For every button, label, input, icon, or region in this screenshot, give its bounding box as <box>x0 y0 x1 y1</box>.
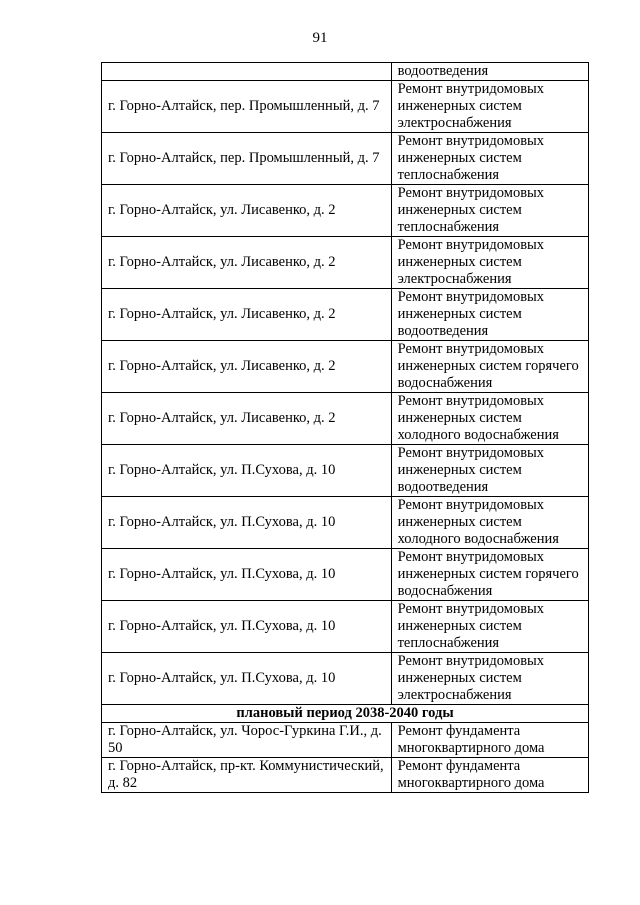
table-row <box>102 237 589 289</box>
address-cell: г. Горно-Алтайск, ул. П.Сухова, д. 10 <box>102 549 392 601</box>
table-row <box>102 185 589 237</box>
address-cell: г. Горно-Алтайск, ул. Лисавенко, д. 2 <box>102 185 392 237</box>
work-type-cell: Ремонт внутридомовых инженерных систем электроснабжения <box>391 81 588 133</box>
work-type-cell: Ремонт внутридомовых инженерных систем электроснабжения <box>391 237 588 289</box>
address-cell: г. Горно-Алтайск, ул. Лисавенко, д. 2 <box>102 237 392 289</box>
address-cell: г. Горно-Алтайск, ул. Лисавенко, д. 2 <box>102 393 392 445</box>
table-row <box>102 758 589 793</box>
table-row <box>102 63 589 81</box>
address-cell: г. Горно-Алтайск, ул. Лисавенко, д. 2 <box>102 289 392 341</box>
work-type-cell: Ремонт внутридомовых инженерных систем водоотведения <box>391 289 588 341</box>
address-cell: г. Горно-Алтайск, ул. П.Сухова, д. 10 <box>102 601 392 653</box>
table-row <box>102 341 589 393</box>
work-type-cell: Ремонт внутридомовых инженерных систем горячего водоснабжения <box>391 549 588 601</box>
repair-register-table <box>101 62 589 793</box>
address-cell: г. Горно-Алтайск, ул. П.Сухова, д. 10 <box>102 497 392 549</box>
address-cell: г. Горно-Алтайск, ул. Лисавенко, д. 2 <box>102 341 392 393</box>
address-cell: г. Горно-Алтайск, ул. П.Сухова, д. 10 <box>102 445 392 497</box>
work-type-cell: Ремонт внутридомовых инженерных систем холодного водоснабжения <box>391 497 588 549</box>
section-heading-row <box>102 705 589 723</box>
address-cell: г. Горно-Алтайск, пер. Промышленный, д. 7 <box>102 81 392 133</box>
work-type-cell: Ремонт внутридомовых инженерных систем горячего водоснабжения <box>391 341 588 393</box>
work-type-cell: Ремонт внутридомовых инженерных систем электроснабжения <box>391 653 588 705</box>
table-row <box>102 289 589 341</box>
work-type-cell: Ремонт фундамента многоквартирного дома <box>391 758 588 793</box>
work-type-cell: Ремонт внутридомовых инженерных систем теплоснабжения <box>391 133 588 185</box>
table-row <box>102 497 589 549</box>
work-type-cell: Ремонт внутридомовых инженерных систем холодного водоснабжения <box>391 393 588 445</box>
table-row <box>102 723 589 758</box>
table-row <box>102 81 589 133</box>
table-row <box>102 653 589 705</box>
work-type-cell: Ремонт фундамента многоквартирного дома <box>391 723 588 758</box>
address-cell: г. Горно-Алтайск, пер. Промышленный, д. 7 <box>102 133 392 185</box>
table-row <box>102 445 589 497</box>
section-heading: плановый период 2038-2040 годы <box>102 705 589 723</box>
table-row <box>102 601 589 653</box>
table-row <box>102 133 589 185</box>
address-cell <box>102 63 392 81</box>
table-row <box>102 549 589 601</box>
page-number: 91 <box>312 30 328 46</box>
address-cell: г. Горно-Алтайск, пр-кт. Коммунистический, д. 82 <box>102 758 392 793</box>
work-type-cell: Ремонт внутридомовых инженерных систем теплоснабжения <box>391 601 588 653</box>
address-cell: г. Горно-Алтайск, ул. Чорос-Гуркина Г.И., д. 50 <box>102 723 392 758</box>
table-row <box>102 393 589 445</box>
work-type-cell: водоотведения <box>391 63 588 81</box>
work-type-cell: Ремонт внутридомовых инженерных систем водоотведения <box>391 445 588 497</box>
address-cell: г. Горно-Алтайск, ул. П.Сухова, д. 10 <box>102 653 392 705</box>
work-type-cell: Ремонт внутридомовых инженерных систем теплоснабжения <box>391 185 588 237</box>
